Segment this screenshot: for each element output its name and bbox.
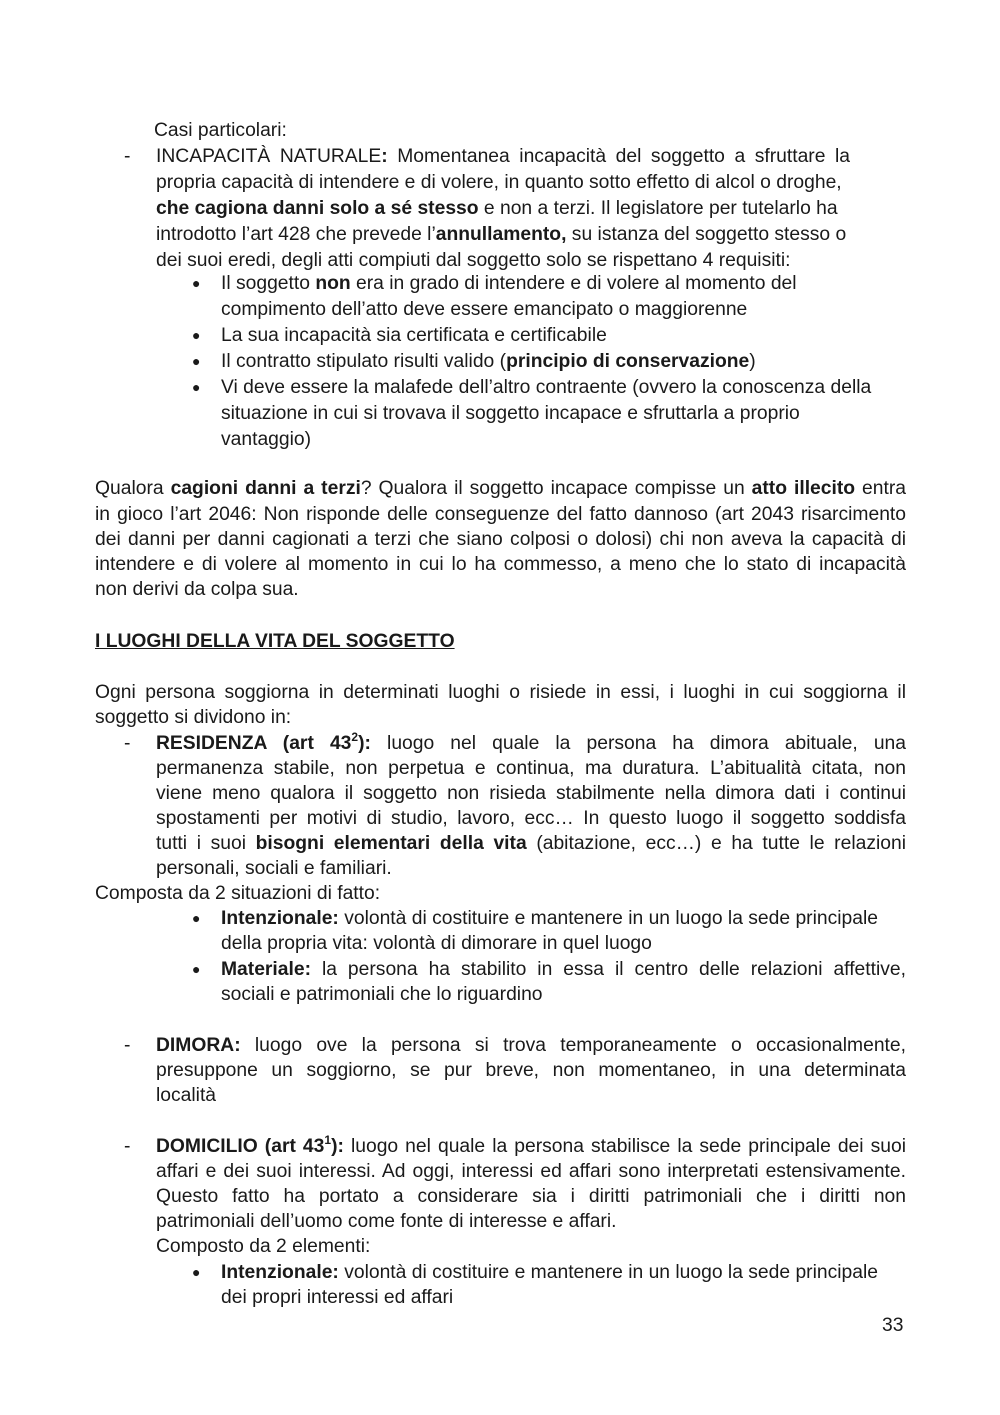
requisito-4-line-3: vantaggio) [221, 429, 312, 450]
domicilio-term: DOMICILIO (art 43 [156, 1136, 325, 1157]
list-dash: - [124, 1136, 131, 1157]
domicilio-intenzionale-line-1: Intenzionale: volontà di costituire e mantenere in un luogo la sede principale [221, 1262, 878, 1283]
dimora-line-2: presuppone un soggiorno, se pur breve, non momentaneo, in una determinata [156, 1060, 906, 1081]
residenza-materiale-line-2: sociali e patrimoniali che lo riguardino [221, 984, 543, 1005]
domicilio-composto: Composto da 2 elementi: [156, 1236, 371, 1257]
intro-casi-particolari: Casi particolari: [154, 120, 287, 141]
luoghi-intro-line-1: Ogni persona soggiorna in determinati luoghi o risiede in essi, i luoghi in cui soggiorna il [95, 682, 906, 703]
dimora-line-1: DIMORA: luogo ove la persona si trova temporaneamente o occasionalmente, [156, 1035, 906, 1056]
dimora-term: DIMORA: [156, 1035, 241, 1056]
requisito-4-line-1: Vi deve essere la malafede dell’altro contraente (ovvero la conoscenza della [221, 377, 872, 398]
bullet-icon: ● [192, 910, 201, 926]
section-heading: I LUOGHI DELLA VITA DEL SOGGETTO [95, 631, 455, 652]
luoghi-intro-line-2: soggetto si dividono in: [95, 707, 292, 728]
bullet-icon: ● [192, 961, 201, 977]
list-dash: - [124, 733, 131, 754]
bullet-icon: ● [192, 275, 201, 291]
incapacita-line-3: che cagiona danni solo a sé stesso e non a terzi. Il legislatore per tutelarlo ha [156, 198, 838, 219]
list-dash: - [124, 146, 131, 167]
residenza-line-6: personali, sociali e familiari. [156, 858, 392, 879]
domicilio-line-1: DOMICILIO (art $43^1$): luogo nel quale la persona stabilisce la sede principale dei suoi [156, 1132, 906, 1157]
dimora-line-3: località [156, 1085, 217, 1106]
domicilio-intenzionale-line-2: dei propri interessi ed affari [221, 1287, 454, 1308]
list-dash: - [124, 1035, 131, 1056]
requisito-4-line-2: situazione in cui si trovava il soggetto incapace e sfruttarla a proprio [221, 403, 800, 424]
page-number: 33 [882, 1315, 904, 1336]
residenza-line-4: spostamenti per motivi di studio, lavoro, ecc… In questo luogo il soggetto soddisfa [156, 808, 906, 829]
terzi-line-5: non derivi da colpa sua. [95, 579, 299, 600]
terzi-line-3: dei danni per danni cagionati a terzi che siano colposi o dolosi) chi non aveva la capacità di [95, 529, 906, 550]
residenza-line-3: viene meno qualora il soggetto non risieda stabilmente nella dimora dati i continui [156, 783, 906, 804]
incapacita-line-4: introdotto l’art 428 che prevede l’annullamento, su istanza del soggetto stesso o [156, 224, 847, 245]
residenza-term: RESIDENZA (art 43 [156, 733, 352, 754]
residenza-materiale-line-1: Materiale: la persona ha stabilito in essa il centro delle relazioni affettive, [221, 959, 906, 980]
domicilio-line-2: affari e dei suoi interessi. Ad oggi, interessi ed affari sono interpretati estensivamente. [156, 1161, 906, 1182]
residenza-line-1: RESIDENZA (art $43^2$): luogo nel quale la persona ha dimora abituale, una [156, 729, 906, 754]
requisito-1-line-1: Il soggetto non era in grado di intendere e di volere al momento del [221, 273, 797, 294]
domicilio-line-4: patrimoniali dell’uomo come fonte di interesse e affari. [156, 1211, 617, 1232]
terzi-line-2: in gioco l’art 2046: Non risponde delle conseguenze del fatto dannoso (art 2043 risarcimento [95, 504, 906, 525]
incapacita-line-1: INCAPACITÀ NATURALE: Momentanea incapacità del soggetto a sfruttare la [156, 146, 850, 167]
incapacita-line-5: dei suoi eredi, degli atti compiuti dal soggetto solo se rispettano 4 requisiti: [156, 250, 791, 271]
terzi-line-1: Qualora cagioni danni a terzi? Qualora il soggetto incapace compisse un atto illecito entra [95, 478, 906, 499]
domicilio-line-3: Questo fatto ha portato a considerare sia i diritti patrimoniali che i diritti non [156, 1186, 906, 1207]
incapacita-line-2: propria capacità di intendere e di volere, in quanto sotto effetto di alcol o droghe, [156, 172, 842, 193]
incapacita-term: INCAPACITÀ NATURALE [156, 146, 382, 167]
residenza-line-5: tutti i suoi bisogni elementari della vita (abitazione, ecc…) e ha tutte le relazioni [156, 833, 906, 854]
bullet-icon: ● [192, 353, 201, 369]
requisito-3: Il contratto stipulato risulti valido (principio di conservazione) [221, 351, 756, 372]
bullet-icon: ● [192, 1264, 201, 1280]
bullet-icon: ● [192, 327, 201, 343]
residenza-line-2: permanenza stabile, non perpetua e continua, ma duratura. L’abitualità citata, non [156, 758, 906, 779]
terzi-line-4: intendere e di volere al momento in cui lo ha commesso, a meno che lo stato di incapacità [95, 554, 906, 575]
bullet-icon: ● [192, 379, 201, 395]
residenza-composta: Composta da 2 situazioni di fatto: [95, 883, 381, 904]
requisito-1-line-2: compimento dell’atto deve essere emancipato o maggiorenne [221, 299, 748, 320]
residenza-intenzionale-line-1: Intenzionale: volontà di costituire e mantenere in un luogo la sede principale [221, 908, 878, 929]
requisito-2: La sua incapacità sia certificata e certificabile [221, 325, 607, 346]
residenza-intenzionale-line-2: della propria vita: volontà di dimorare in quel luogo [221, 933, 652, 954]
